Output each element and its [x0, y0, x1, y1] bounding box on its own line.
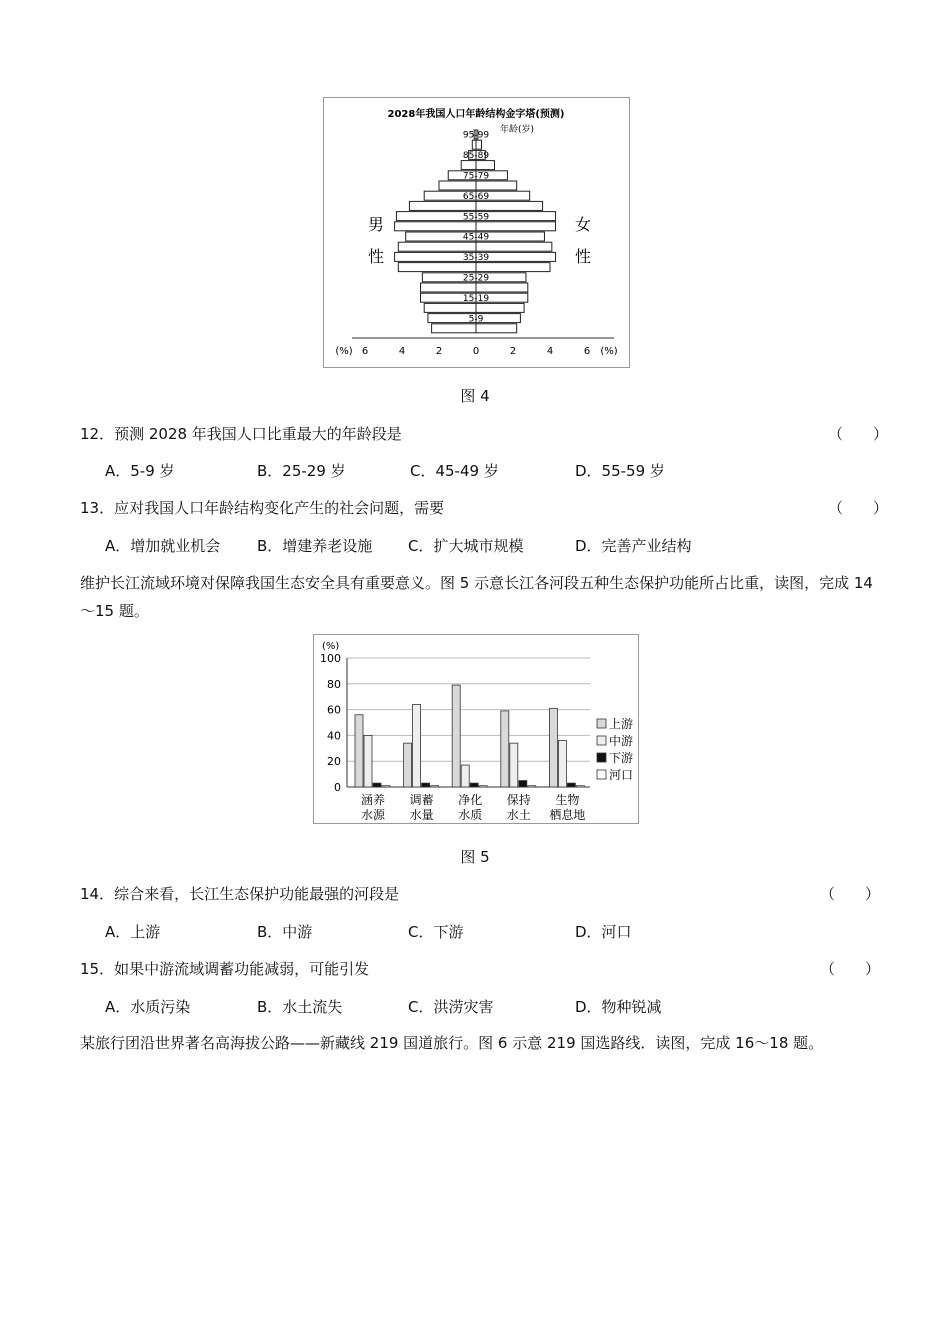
- pyramid-bar-male-0-4: [432, 324, 476, 333]
- bar-下游-4: [567, 783, 575, 787]
- x-category-label: 水土: [506, 808, 531, 822]
- pyramid-bar-male-50-54: [395, 222, 476, 231]
- question-15-option-c[interactable]: C．洪涝灾害: [408, 998, 494, 1016]
- pyramid-x-tick: 2: [509, 346, 517, 357]
- pyramid-bar-female-20-24: [476, 283, 528, 292]
- question-13-stem: 13．应对我国人口年龄结构变化产生的社会问题，需要: [80, 499, 445, 517]
- bar-chart-svg: [314, 635, 638, 823]
- legend-label: 下游: [609, 751, 634, 765]
- pyramid-age-label: 15-19: [462, 293, 490, 304]
- question-15-option-b[interactable]: B．水土流失: [257, 998, 343, 1016]
- pyramid-x-tick: 4: [546, 346, 554, 357]
- x-category-label: 栖息地: [549, 808, 586, 822]
- bar-上游-2: [452, 685, 460, 787]
- question-13-option-b[interactable]: B．增建养老设施: [257, 537, 373, 555]
- pyramid-age-label: 65-69: [462, 191, 490, 202]
- pyramid-bar-male-90-94: [472, 140, 476, 149]
- bar-上游-3: [501, 711, 509, 787]
- pyramid-x-tick: 6: [361, 346, 369, 357]
- x-category-label: 水量: [409, 808, 434, 822]
- bar-河口-2: [479, 786, 487, 787]
- legend-label: 上游: [609, 717, 634, 731]
- male-label-2: 性: [368, 247, 385, 266]
- question-12-answer-blank: （ ）: [828, 425, 889, 443]
- pyramid-age-label: 95-99: [462, 130, 490, 141]
- question-13-option-d[interactable]: D．完善产业结构: [575, 537, 692, 555]
- pyramid-bar-female-10-14: [476, 303, 524, 312]
- question-14-option-c[interactable]: C．下游: [408, 923, 464, 941]
- figure-4-population-pyramid: [323, 97, 630, 368]
- bar-中游-2: [461, 765, 469, 787]
- intro-16-18: 某旅行团沿世界著名高海拔公路——新藏线 219 国道旅行。图 6 示意 219 国选路线．读图，完成 16～18 题。: [80, 1034, 824, 1052]
- bar-河口-0: [382, 786, 390, 787]
- pyramid-age-label: 85-89: [462, 151, 490, 162]
- question-13-option-a[interactable]: A．增加就业机会: [105, 537, 221, 555]
- question-12-option-c[interactable]: C．45-49 岁: [410, 462, 499, 480]
- pyramid-bar-male-10-14: [424, 303, 476, 312]
- question-12-option-a[interactable]: A．5-9 岁: [105, 462, 175, 480]
- pyramid-x-tick: 2: [435, 346, 443, 357]
- pyramid-bar-male-70-74: [439, 181, 476, 190]
- bar-中游-4: [558, 741, 566, 787]
- pyramid-bar-male-40-44: [398, 242, 476, 251]
- intro-14-15: 维护长江流域环境对保障我国生态安全具有重要意义。图 5 示意长江各河段五种生态保护功能所占比重，读图，完成 14～15 题。: [80, 574, 873, 620]
- question-13-answer-blank: （ ）: [828, 499, 889, 517]
- x-category-label: 保持: [506, 793, 531, 807]
- pyramid-bar-male-30-34: [398, 263, 476, 272]
- bar-河口-1: [431, 786, 439, 787]
- y-tick-label: 60: [327, 703, 341, 717]
- question-14-option-a[interactable]: A．上游: [105, 923, 161, 941]
- pyramid-bar-female-40-44: [476, 242, 552, 251]
- pyramid-age-label: 35-39: [462, 253, 490, 264]
- pyramid-bar-female-50-54: [476, 222, 556, 231]
- legend-label: 河口: [609, 768, 634, 782]
- pyramid-x-tick: (%): [600, 346, 618, 357]
- question-14-answer-blank: （ ）: [820, 885, 881, 903]
- x-category-label: 水源: [360, 808, 386, 822]
- pyramid-x-tick: (%): [335, 346, 353, 357]
- x-category-label: 生物: [555, 793, 580, 807]
- pyramid-title: 2028年我国人口年龄结构金字塔(预测): [387, 109, 565, 120]
- pyramid-bar-female-70-74: [476, 181, 517, 190]
- bar-下游-1: [422, 783, 430, 787]
- pyramid-bar-male-60-64: [409, 201, 476, 210]
- pyramid-bar-male-80-84: [461, 161, 476, 170]
- pyramid-age-label: 45-49: [462, 232, 490, 243]
- question-14-stem: 14．综合来看，长江生态保护功能最强的河段是: [80, 885, 400, 903]
- bar-河口-4: [576, 786, 584, 787]
- pyramid-x-tick: 0: [472, 346, 480, 357]
- y-tick-label: 40: [327, 729, 341, 743]
- legend-swatch: [597, 736, 606, 745]
- pyramid-age-label: 25-29: [462, 273, 490, 284]
- bar-上游-4: [549, 708, 557, 787]
- pyramid-bar-female-30-34: [476, 263, 550, 272]
- bar-下游-2: [470, 783, 478, 787]
- x-category-label: 涵养: [360, 793, 386, 807]
- figure-4-caption: 图 4: [460, 387, 490, 405]
- legend-swatch: [597, 719, 606, 728]
- pyramid-x-tick: 6: [583, 346, 591, 357]
- pyramid-age-unit: 年龄(岁): [500, 125, 535, 135]
- x-category-label: 净化: [458, 793, 483, 807]
- pyramid-age-label: 55-59: [462, 212, 490, 223]
- pyramid-bar-female-80-84: [476, 161, 495, 170]
- pyramid-bar-female-0-4: [476, 324, 517, 333]
- y-tick-label: 100: [320, 652, 341, 665]
- question-12-option-b[interactable]: B．25-29 岁: [257, 462, 346, 480]
- question-15-stem: 15．如果中游流域调蓄功能减弱，可能引发: [80, 960, 370, 978]
- question-15-option-a[interactable]: A．水质污染: [105, 998, 191, 1016]
- question-13-option-c[interactable]: C．扩大城市规模: [408, 537, 524, 555]
- pyramid-age-label: 5-9: [468, 314, 484, 325]
- pyramid-bar-female-90-94: [476, 140, 482, 149]
- question-15-option-d[interactable]: D．物种锐减: [575, 998, 662, 1016]
- bar-下游-3: [519, 781, 527, 787]
- bar-中游-3: [510, 743, 518, 787]
- question-12-option-d[interactable]: D．55-59 岁: [575, 462, 665, 480]
- y-axis-unit: (%): [322, 641, 340, 652]
- question-14-option-d[interactable]: D．河口: [575, 923, 632, 941]
- y-tick-label: 80: [327, 677, 341, 691]
- pyramid-bar-female-60-64: [476, 201, 543, 210]
- female-label-1: 女: [575, 215, 592, 234]
- figure-5-caption: 图 5: [460, 848, 490, 866]
- x-category-label: 调蓄: [409, 793, 434, 807]
- bar-中游-0: [364, 735, 372, 787]
- pyramid-age-label: 75-79: [462, 171, 490, 182]
- question-15-answer-blank: （ ）: [820, 960, 881, 978]
- legend-swatch: [597, 753, 606, 762]
- question-14-option-b[interactable]: B．中游: [257, 923, 313, 941]
- bar-河口-3: [528, 786, 536, 787]
- bar-中游-1: [413, 704, 421, 787]
- male-label-1: 男: [368, 215, 385, 234]
- pyramid-svg: [324, 98, 629, 367]
- bar-上游-1: [404, 743, 412, 787]
- y-tick-label: 0: [334, 781, 341, 794]
- question-12-stem: 12．预测 2028 年我国人口比重最大的年龄段是: [80, 425, 402, 443]
- x-category-label: 水质: [458, 808, 483, 822]
- bar-上游-0: [355, 715, 363, 787]
- pyramid-bar-male-20-24: [421, 283, 477, 292]
- bar-下游-0: [373, 783, 381, 787]
- female-label-2: 性: [575, 247, 592, 266]
- pyramid-x-tick: 4: [398, 346, 406, 357]
- legend-swatch: [597, 770, 606, 779]
- y-tick-label: 20: [327, 755, 341, 769]
- figure-5-bar-chart: [313, 634, 639, 824]
- legend-label: 中游: [609, 734, 634, 748]
